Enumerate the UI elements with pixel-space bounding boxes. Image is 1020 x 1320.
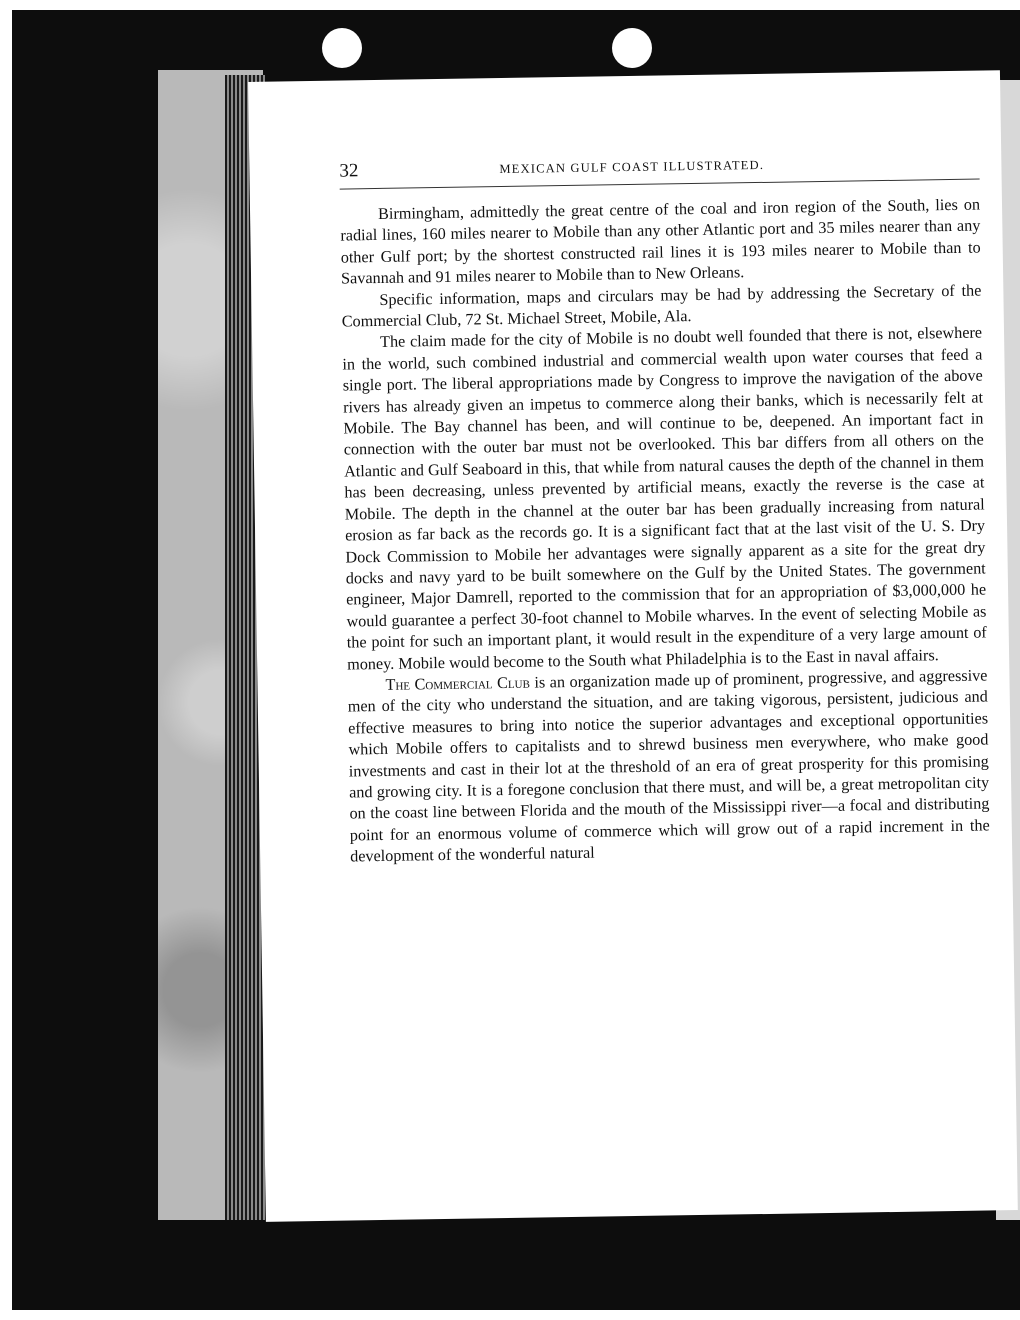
running-head [339, 151, 979, 187]
punch-hole-left [322, 28, 362, 68]
running-title: MEXICAN GULF COAST ILLUSTRATED. [499, 157, 765, 177]
commercial-club-text: is an organization made up of prominent, progressive, and aggressive men of the city who understand the situation, and are taking vigorous, persistent, judicious and effective measures to bring into notice the superior advantages and exceptional opportunities which Mobile offers to capitalists and to shrewd business men everywhere, who make good investments and cast in their lot at the threshold of an era of great prosperity for this promising and growing city. It is a foregone conclusion that there must, and will be, a great metropolitan city on the coast line between Florida and the mouth of the Mississippi river—a focal and distributing point for an enormous volume of commerce which will grow out of a rapid increment in the development of the wonderful natural [347, 666, 990, 866]
paragraph-commercial-club [347, 665, 990, 868]
body-text [340, 195, 990, 869]
page-number: 32 [339, 160, 359, 182]
commercial-club-lead: The Commercial Club [385, 673, 531, 694]
punch-hole-right [612, 28, 652, 68]
paragraph-information: Specific information, maps and circulars may be had by addressing the Secretary of the Commercial Club, 72 St. Michael Street, Mobile, Ala. [341, 281, 982, 331]
paragraph-claim: The claim made for the city of Mobile is no doubt well founded that there is not, elsewhere in the world, such combined industrial and commercial wealth upon water courses that feed a single port. The liberal appropriations made by Congress to improve the navigation of the above rivers has already given an impetus to commerce along their banks, which is necessarily felt at Mobile. The Bay channel has been, and will continue to be, deepened. An important fact in connection with the outer bar must not be overlooked. This bar differs from all others on the Atlantic and Gulf Seaboard in this, that while from natural causes the depth of the channel in them has been decreasing, unless prevented by artificial means, exactly the reverse is the case at Mobile. The depth in the channel at the outer bar has been gradually increasing from natural erosion as far back as the records go. It is a significant fact that at the last visit of the U. S. Dry Dock Commission to Mobile her advantages were signally apparent as a site for the great dry docks and navy yard to be built somewhere on the Gulf by the United States. The government engineer, Major Damrell, reported to the commission that for an appropriation of $3,000,000 he would guarantee a perfect 30-foot channel to Mobile wharves. In the event of selecting Mobile as the point for such an important plant, it would result in the expenditure of a very large amount of money. Mobile would become to the South what Philadelphia is to the East in naval affairs. [342, 323, 987, 674]
paragraph-birmingham: Birmingham, admittedly the great centre of the coal and iron region of the South, lies on radial lines, 160 miles nearer to Mobile than any other Atlantic port and 35 miles nearer than any other Gulf port; by the shortest constructed rail lines it is 193 miles nearer to Mobile than to Savannah and 91 miles nearer to Mobile than to New Orleans. [340, 195, 981, 288]
book-page [248, 70, 1018, 1222]
